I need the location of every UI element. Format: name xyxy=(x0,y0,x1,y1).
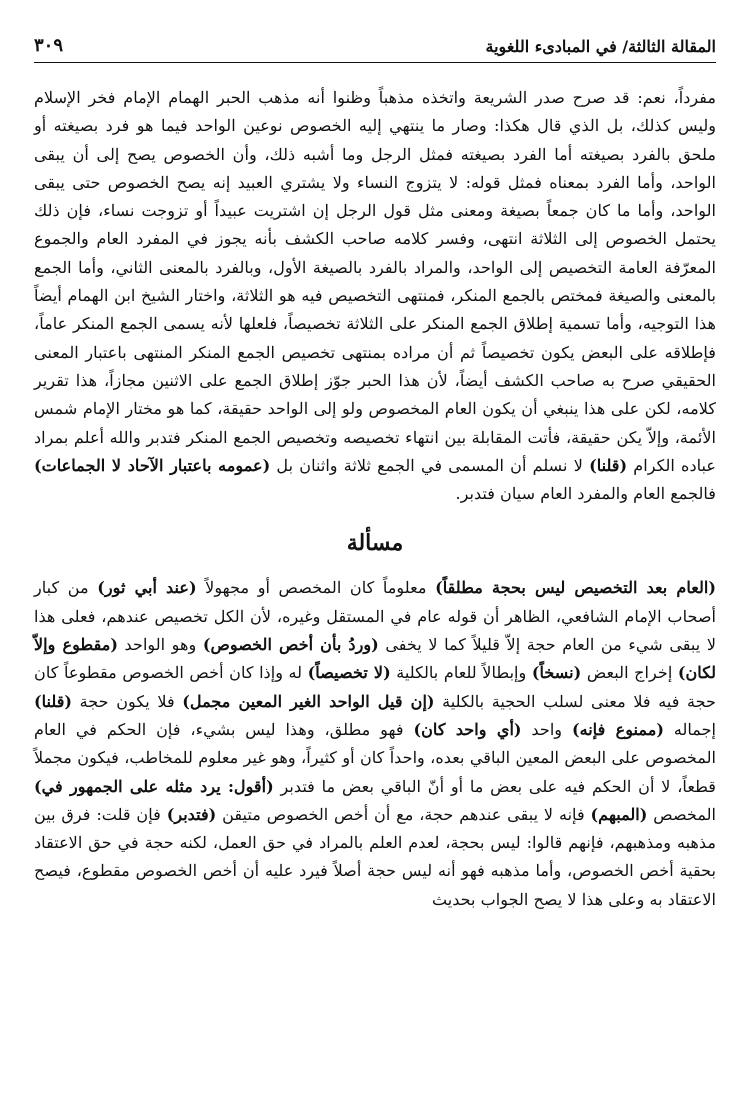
bold-matn-text: (فتدبر) xyxy=(166,804,217,824)
commentary-text: لا نسلم أن المسمى في الجمع ثلاثة واثنان بل xyxy=(270,455,590,475)
commentary-text: فلا يكون حجة xyxy=(72,691,183,711)
commentary-text: واحد xyxy=(521,719,572,739)
commentary-text: مفرداً، نعم: قد صرح صدر الشريعة واتخذه مذهباً وظنوا أنه مذهب الحبر الهمام الإمام فخر الإسلام وليس كذلك، بل الذي قال هكذا: وصار ما ينتهي إليه الخصوص نوعين الواحد فيما هو فرد بصيغته أو ملحق بالفرد بصيغته أما الفرد بصيغته فمثل الرجل وما أشبه ذلك، وأن الخصوص يصح إلى أن يبقى الواحد، وأما الفرد بمعناه فمثل قوله: لا يتزوج النساء ولا يشتري العبيد إنه يصح الخصوص حتى يبقى الواحد، وأما ما كان جمعاً بصيغة ومعنى مثل قول الرجل إن اشتريت عبيداً أو تزوجت نساء، فإن ذلك يحتمل الخصوص إلى الثلاثة انتهى، وفسر كلامه صاحب الكشف بأنه يجوز في المفرد العام والجموع المعرّفة العامة التخصيص إلى الواحد، والمراد بالفرد بالصيغة الأول، وبالفرد بالمعنى الثاني، وأما الجمع بالمعنى والصيغة فمختص بالجمع المنكر، فمنتهى التخصيص فيه هو الثلاثة، واختار الشيخ ابن الهمام أيضاً هذا التوجيه، وأما تسمية إطلاق الجمع المنكر على الثلاثة تخصيصاً، فلعلها لأنه يسمى الجمع المنكر عاماً، فإطلاقه على البعض يكون تخصيصاً ثم أن مراده بمنتهى تخصيص الجمع المنكر المنتهى باعتبار المعنى الحقيقي صرح به صاحب الكشف أيضاً، لأن هذا الحبر جوّز إطلاق الجمع على الاثنين مجازاً، هذا تقرير كلامه، لكن على هذا ينبغي أن يكون العام المخصوص ولو إلى الواحد حقيقة، كما هو مختار الإمام شمس الأئمة، وإلاّ يكن حقيقة، فأتت المقابلة بين انتهاء تخصيصه وتخصيص الجمع المنكر فتدبر والله أعلم بمراد عباده الكرام xyxy=(34,88,716,475)
commentary-text: إجماله xyxy=(663,719,716,739)
bold-matn-text: (لا تخصيصاً) xyxy=(307,663,391,683)
commentary-text: فإنه لا يبقى عندهم حجة، مع أن أخص الخصوص متيقن xyxy=(216,804,591,824)
bold-matn-text: (إن قيل الواحد الغير المعين مجمل) xyxy=(182,691,435,711)
bold-matn-text: (عند أبي ثور) xyxy=(97,578,197,598)
commentary-text: فهو مطلق، وهذا ليس بشيء، فإن الحكم في العام المخصوص على البعض المعين الباقي بعده، واحداً كان أو كثيراً، وهو غير معلوم للمخاطب، فيكون مجملاً قطعاً، لا أن الحكم فيه على بعض ما أو أنّ الباقي بعض ما فتدبر xyxy=(34,719,716,796)
header-rule xyxy=(34,62,716,63)
bold-matn-text: (المبهم) xyxy=(590,804,648,824)
commentary-text: المخصص xyxy=(647,804,716,824)
bold-matn-text: (ممنوع فإنه) xyxy=(571,719,664,739)
section-title: مسألة xyxy=(346,530,404,557)
bold-matn-text: (نسخاً) xyxy=(531,663,582,683)
page-body xyxy=(34,84,716,914)
commentary-text: فالجمع العام والمفرد العام سيان فتدبر. xyxy=(455,484,716,504)
bold-matn-text: (العام بعد التخصيص ليس بحجة مطلقاً) xyxy=(435,578,717,598)
commentary-text: وهو الواحد xyxy=(117,635,203,655)
bold-matn-text: (مقطوع وإلاّ لكان) xyxy=(34,635,717,683)
bold-matn-text: (عمومه باعتبار الآحاد لا الجماعات) xyxy=(34,455,271,475)
bold-matn-text: (أقول: يرد مثله على الجمهور في) xyxy=(34,776,274,796)
bold-matn-text: (قلنا) xyxy=(589,455,628,475)
paragraph-continued xyxy=(34,84,716,508)
commentary-text: له وإذا كان أخص الخصوص مقطوعاً كان حجة فيه فلا معنى لسلب الحجية بالكلية xyxy=(34,663,716,711)
commentary-text: وإبطالاً للعام بالكلية xyxy=(390,663,532,683)
commentary-text: من كبار أصحاب الإمام الشافعي، الظاهر أن قوله عام في المستقل وغيره، لأن الكل تخصيص عندهم، فعلى هذا لا يبقى شيء من العام حجة إلاّ قليلاً كما لا يخفى xyxy=(34,578,716,655)
bold-matn-text: (وردُ بأن أخص الخصوص) xyxy=(202,635,379,655)
commentary-text: معلوماً كان المخصص أو مجهولاً xyxy=(196,578,436,598)
commentary-text: فإن قلت: فرق بين مذهبه ومذهبهم، فإنهم قالوا: ليس بحجة، لعدم العلم بالمراد في حق العمل، لكنه حجة في حق الاعتقاد بحقية أخص الخصوص، وأما مذهبه فهو أنه ليس حجة أصلاً فيرد عليه أن أخص الخصوص مقطوع، فيصح الاعتقاد به وعلى هذا لا يصح الجواب بحديث xyxy=(34,804,716,909)
running-title: المقالة الثالثة/ في المبادىء اللغوية xyxy=(485,37,716,56)
bold-matn-text: (أي واحد كان) xyxy=(413,719,522,739)
page-header xyxy=(34,28,716,56)
commentary-text: إخراج البعض xyxy=(581,663,678,683)
page-number: ٣٠٩ xyxy=(34,35,64,56)
paragraph-masala xyxy=(34,574,716,914)
bold-matn-text: (قلنا) xyxy=(34,691,73,711)
